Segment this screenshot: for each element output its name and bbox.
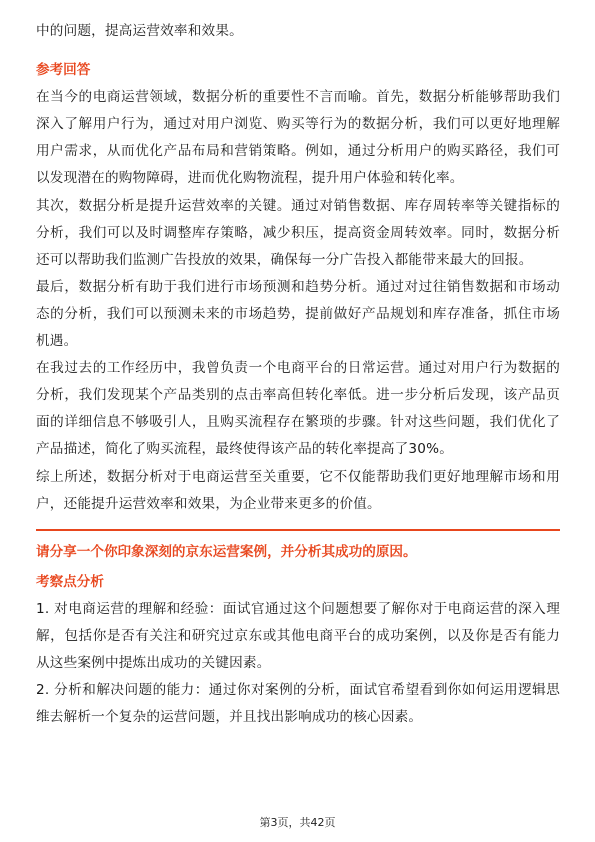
question-heading: 请分享一个你印象深刻的京东运营案例，并分析其成功的原因。: [36, 543, 417, 560]
answer-paragraph-4: 在我过去的工作经历中，我曾负责一个电商平台的日常运营。通过对用户行为数据的分析，我们发现某个产品类别的点击率高但转化率低。进一步分析后发现，该产品页面的详细信息不够吸引人，且购买流程存在繁琐的步骤。针对这些问题，我们优化了产品描述，简化了购买流程，最终使得该产品的转化率提高了30%。: [36, 360, 560, 458]
section-divider: [36, 529, 560, 531]
answer-paragraph-2: 其次，数据分析是提升运营效率的关键。通过对销售数据、库存周转率等关键指标的分析，我们可以及时调整库存策略，减少积压，提高资金周转效率。同时，数据分析还可以帮助我们监测广告投放的效果，确保每一分广告投入都能带来最大的回报。: [36, 197, 560, 268]
intro-tail-text: 中的问题，提高运营效率和效果。: [36, 23, 243, 39]
answer-paragraph-5: 综上所述，数据分析对于电商运营至关重要，它不仅能帮助我们更好地理解市场和用户，还能提升运营效率和效果，为企业带来更多的价值。: [36, 468, 560, 512]
page-content: [36, 18, 560, 731]
answer-paragraph-1: 在当今的电商运营领域，数据分析的重要性不言而喻。首先，数据分析能够帮助我们深入了解用户行为，通过对用户浏览、购买等行为的数据分析，我们可以更好地理解用户需求，从而优化产品布局和营销策略。例如，通过分析用户的购买路径，我们可以发现潜在的购物障碍，进而优化购物流程，提升用户体验和转化率。: [36, 89, 560, 187]
page-footer: 第3页，共42页: [259, 816, 336, 829]
analysis-point-2: 2. 分析和解决问题的能力：通过你对案例的分析，面试官希望看到你如何运用逻辑思维去解析一个复杂的运营问题，并且找出影响成功的核心因素。: [36, 682, 560, 726]
answer-paragraph-3: 最后，数据分析有助于我们进行市场预测和趋势分析。通过对过往销售数据和市场动态的分析，我们可以预测未来的市场趋势，提前做好产品规划和库存准备，抓住市场机遇。: [36, 278, 560, 350]
analysis-heading: 考察点分析: [36, 573, 104, 590]
answer-heading: 参考回答: [36, 62, 91, 79]
analysis-point-1: 1. 对电商运营的理解和经验：面试官通过这个问题想要了解你对于电商运营的深入理解，包括你是否有关注和研究过京东或其他电商平台的成功案例，以及你是否有能力从这些案例中提炼出成功的关键因素。: [36, 600, 560, 672]
